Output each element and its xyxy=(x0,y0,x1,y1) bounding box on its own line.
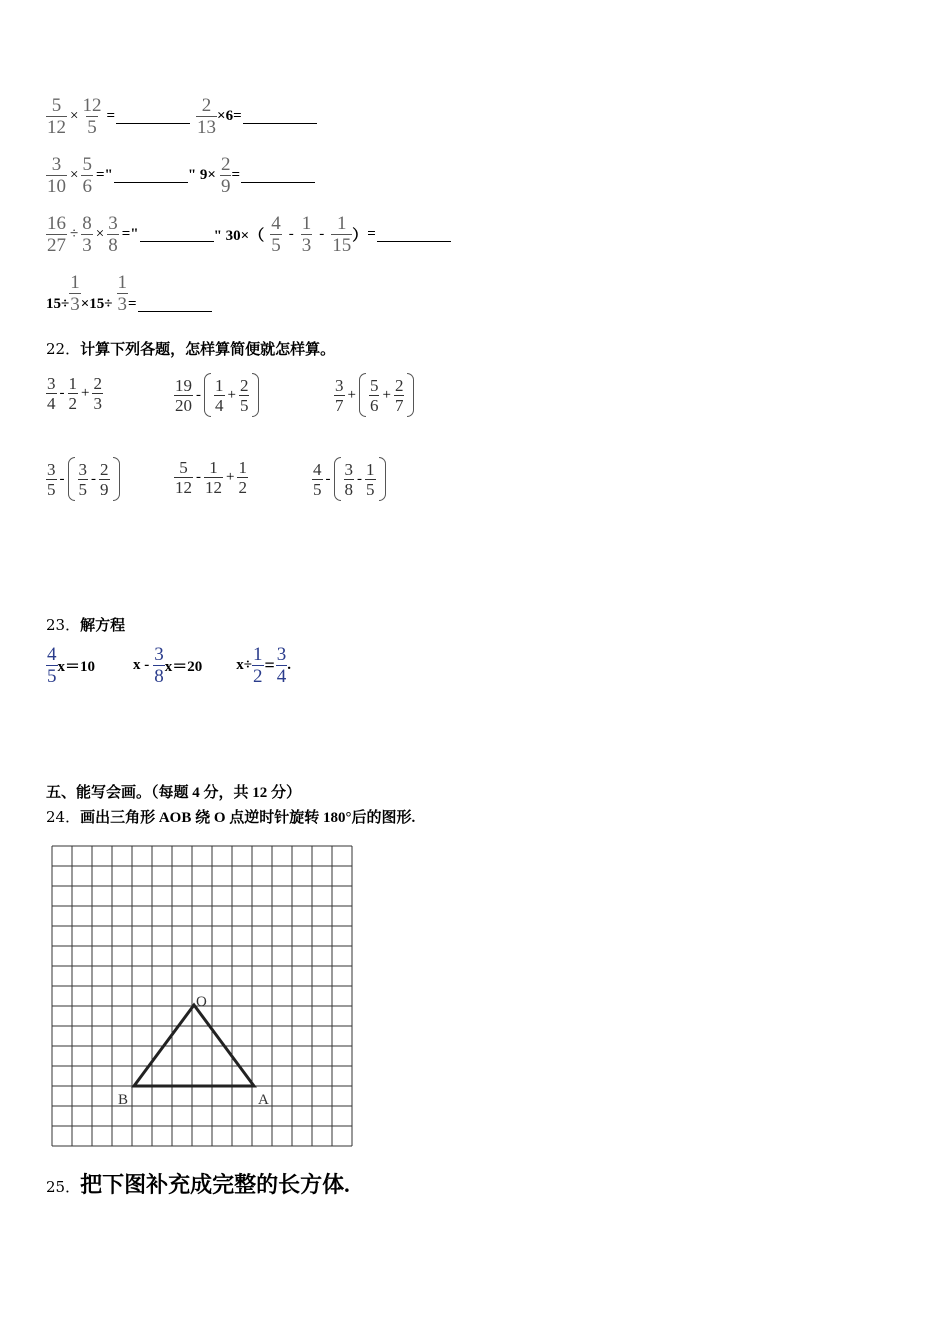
question-number: 25． xyxy=(46,1178,81,1196)
label-o: O xyxy=(196,994,207,1010)
plus-sign: + xyxy=(81,385,90,401)
fraction: $\frac{4}{5}$ xyxy=(271,213,281,256)
label-b: B xyxy=(118,1092,129,1108)
answer-blank[interactable] xyxy=(243,109,317,124)
answer-blank[interactable] xyxy=(116,109,190,124)
equation-text: . xyxy=(287,657,292,673)
answer-blank[interactable] xyxy=(241,168,315,183)
plus-sign: + xyxy=(227,386,236,403)
plus-sign: + xyxy=(226,469,235,485)
question-25-heading xyxy=(46,1168,350,1199)
minus-sign: - xyxy=(288,226,294,242)
close-paren: ） xyxy=(352,228,368,244)
expression-text: " 9× xyxy=(187,167,216,183)
expr-22-4: $\frac{3}{5}$ - $\frac{3}{5}$ - $\frac{2}{9}$ xyxy=(46,457,120,501)
fraction: $\frac{3}{10}$ xyxy=(47,154,66,197)
fraction: $\frac{8}{3}$ xyxy=(82,213,92,256)
equals-sign: = xyxy=(95,167,105,183)
question-number: 23． xyxy=(46,616,81,634)
expr-22-1: $\frac{3}{4}$ - $\frac{1}{2}$ + $\frac{2}{3}$ xyxy=(47,374,102,413)
expression-text: ×6= xyxy=(217,108,242,124)
equations-23 xyxy=(46,645,291,686)
answer-blank[interactable] xyxy=(140,227,214,242)
plus-sign: + xyxy=(347,386,356,403)
minus-sign: - xyxy=(357,470,362,487)
fraction: $\frac{5}{6}$ xyxy=(82,154,92,197)
section-5-heading: 五、能写会画。（每题 4 分，共 12 分） xyxy=(46,785,302,801)
fraction: $\frac{1}{3}$ xyxy=(70,272,80,315)
quote-mark: " xyxy=(104,167,113,183)
minus-sign: - xyxy=(319,226,325,242)
question-number: 24． xyxy=(46,808,81,826)
expr-22-3: $\frac{3}{7}$ + $\frac{5}{6}$ + $\frac{2}{7}$ xyxy=(334,373,414,417)
expr-22-2: $\frac{19}{20}$ - $\frac{1}{4}$ + $\frac{2}{5}$ xyxy=(174,373,259,417)
equals-sign: = xyxy=(121,226,131,242)
fraction: $\frac{12}{5}$ xyxy=(82,95,102,138)
fraction: $\frac{1}{15}$ xyxy=(332,213,352,256)
equation-text: x＝10 xyxy=(57,659,96,675)
fraction: $\frac{1}{3}$ xyxy=(117,272,128,315)
calc-line-1 xyxy=(46,96,317,137)
minus-sign: - xyxy=(196,386,201,403)
plus-sign: + xyxy=(382,386,391,403)
question-23-heading xyxy=(46,614,125,635)
question-title: 画出三角形 AOB 绕 O 点逆时针旋转 180°后的图形. xyxy=(80,810,416,826)
times-sign: × xyxy=(70,108,79,124)
label-a: A xyxy=(258,1092,269,1108)
answer-blank[interactable] xyxy=(138,297,212,312)
fraction: $\frac{2}{9}$ xyxy=(220,154,231,197)
divide-sign: ÷ xyxy=(70,226,79,242)
question-title: 计算下列各题，怎样算简便就怎样算。 xyxy=(80,342,336,358)
fraction: $\frac{4}{5}$ xyxy=(47,644,57,687)
fraction: $\frac{2}{13}$ xyxy=(197,95,217,138)
answer-blank[interactable] xyxy=(377,227,451,242)
equals-sign: = xyxy=(128,296,137,312)
equation-text: x÷ xyxy=(236,657,253,673)
question-24-heading xyxy=(46,806,415,827)
expression-text: ×15÷ xyxy=(80,296,113,312)
fraction: $\frac{5}{12}$ xyxy=(47,95,66,138)
quote-mark: " xyxy=(130,226,139,242)
minus-sign: - xyxy=(59,385,65,401)
question-title: 解方程 xyxy=(80,618,126,634)
answer-blank[interactable] xyxy=(114,168,188,183)
question-number: 22． xyxy=(46,340,81,358)
equation-text: x＝20 xyxy=(164,659,203,675)
expr-22-5: $\frac{5}{12}$ - $\frac{1}{12}$ + $\frac{1}{2}$ xyxy=(175,458,247,497)
equation-text: = xyxy=(264,655,275,675)
expr-22-6: $\frac{4}{5}$ - $\frac{3}{8}$ - $\frac{1}{5}$ xyxy=(312,457,386,501)
grid-figure xyxy=(48,842,356,1148)
calc-line-4 xyxy=(46,273,212,314)
fraction: $\frac{16}{27}$ xyxy=(47,213,66,256)
calc-line-3 xyxy=(46,214,451,255)
expression-text: " 30×（ xyxy=(213,228,265,244)
minus-sign: - xyxy=(91,470,96,487)
fraction: $\frac{3}{4}$ xyxy=(276,644,287,687)
equation-text: x - xyxy=(133,657,150,673)
fraction: $\frac{1}{2}$ xyxy=(253,644,263,687)
fraction: $\frac{3}{8}$ xyxy=(154,644,164,687)
expression-text: 15÷ xyxy=(46,296,70,312)
minus-sign: - xyxy=(59,470,65,487)
calc-line-2 xyxy=(46,155,315,196)
equals-sign: = xyxy=(231,167,241,183)
minus-sign: - xyxy=(196,469,201,485)
equals-sign: = xyxy=(106,108,116,124)
fraction: $\frac{1}{3}$ xyxy=(301,213,312,256)
question-title: 把下图补充成完整的长方体. xyxy=(80,1172,350,1197)
times-sign: × xyxy=(95,226,105,242)
times-sign: × xyxy=(70,167,79,183)
equals-sign: = xyxy=(367,226,376,242)
question-22-heading xyxy=(46,338,335,359)
minus-sign: - xyxy=(325,470,331,487)
fraction: $\frac{3}{8}$ xyxy=(108,213,118,256)
